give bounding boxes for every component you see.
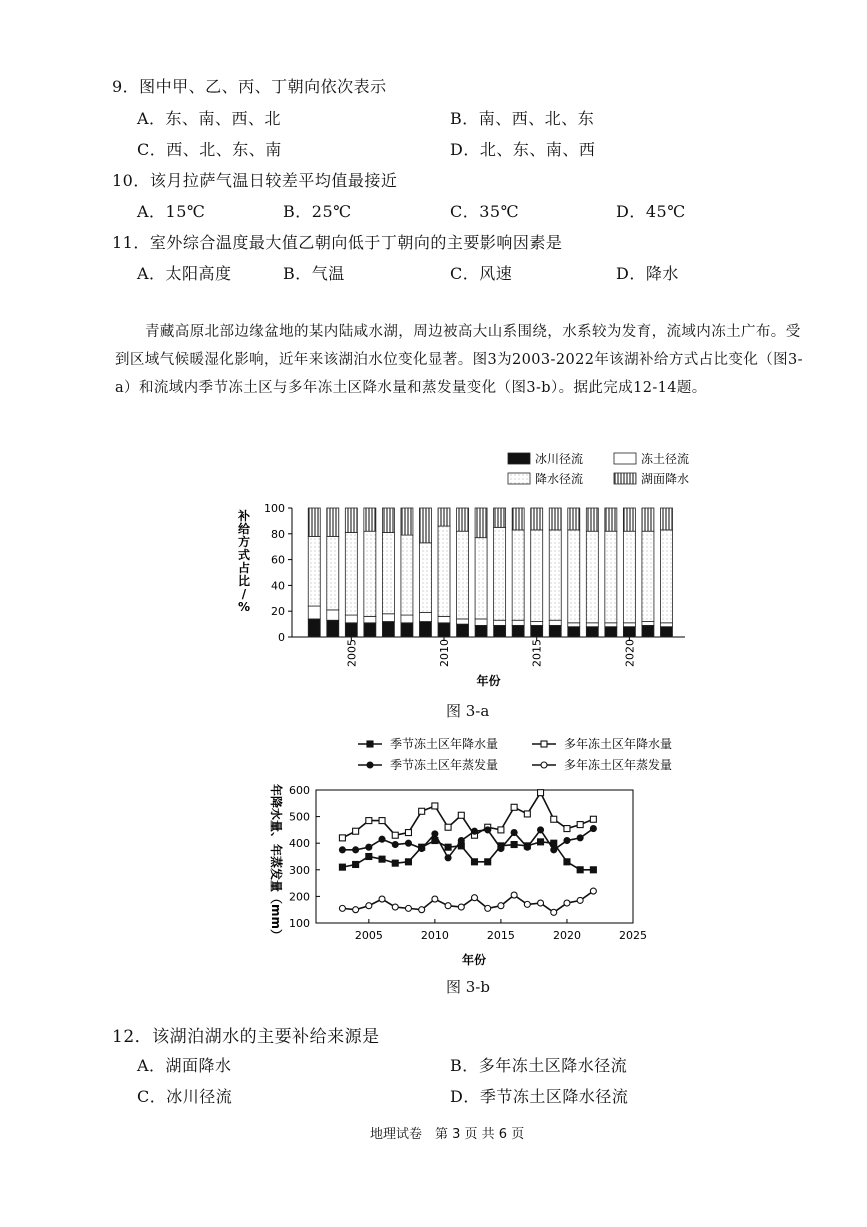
bar-segment-2010-1 [438,616,450,622]
x-tick-label: 2005 [354,929,383,942]
series-2-point-2007 [392,842,398,848]
figure-3a-chart [230,450,710,695]
series-0-point-2003 [339,864,345,870]
question-10-stem: 10．该月拉萨气温日较差平均值最接近 [112,171,398,190]
bar-segment-2017-0 [568,627,580,637]
bar-segment-2020-1 [623,623,635,627]
legend-label-1: 冻土径流 [641,452,690,466]
bar-segment-2013-1 [494,620,506,625]
series-1-point-2012 [458,812,464,818]
bar-segment-2016-2 [549,530,561,620]
series-3-point-2004 [353,907,359,913]
series-3-point-2015 [498,903,504,909]
bar-segment-2019-1 [605,623,617,627]
question-12-option-b: B．多年冻土区降水径流 [450,1056,628,1075]
series-2-point-2022 [590,826,596,832]
series-0-point-2018 [538,839,544,845]
bar-segment-2009-1 [419,612,431,621]
series-1-point-2006 [379,818,385,824]
series-0-point-2005 [366,854,372,860]
question-12-stem: 12．该湖泊湖水的主要补给来源是 [112,1027,380,1047]
bar-segment-2021-1 [642,622,654,626]
series-2-point-2011 [445,855,451,861]
x-axis-label: 年份 [461,953,487,967]
series-0-point-2006 [379,856,385,862]
series-2-point-2005 [366,844,372,850]
bar-segment-2005-1 [345,615,357,623]
bar-segment-2018-2 [586,531,598,623]
series-2-point-2018 [538,827,544,833]
series-2-point-2009 [419,846,425,852]
bar-segment-2005-2 [345,533,357,616]
bar-segment-2017-2 [568,530,580,623]
bar-segment-2011-2 [457,531,469,619]
series-3-point-2022 [590,888,596,894]
bar-segment-2006-1 [364,616,376,622]
series-0-point-2020 [564,859,570,865]
bar-segment-2011-0 [457,624,469,637]
bar-segment-2022-2 [660,530,672,623]
question-10-option-b: B．25℃ [283,202,352,221]
series-3-point-2019 [551,909,557,915]
y-axis-label-char: 补 [237,509,251,523]
x-tick-label: 2010 [438,639,452,667]
bar-segment-2006-0 [364,623,376,637]
bar-segment-2013-0 [494,625,506,637]
series-0-point-2008 [405,859,411,865]
series-3-point-2008 [405,905,411,911]
series-3-point-2013 [472,895,478,901]
legend-swatch-2 [508,473,530,484]
series-2-point-2008 [405,840,411,846]
series-0-point-2022 [590,867,596,873]
bar-segment-2021-0 [642,625,654,637]
question-11-option-b: B．气温 [283,264,345,283]
y-axis-label: 年降水量、年蒸发量（mm） [269,783,283,942]
legend-swatch-0 [508,453,530,464]
bar-segment-2010-2 [438,526,450,616]
series-0-point-2007 [392,860,398,866]
legend-label-0: 冰川径流 [535,452,584,466]
question-12-option-c: C．冰川径流 [137,1087,233,1106]
bar-segment-2003-1 [308,606,320,619]
bar-segment-2003-2 [308,536,320,606]
bar-segment-2003-0 [308,619,320,637]
bar-segment-2011-1 [457,619,469,624]
series-2-point-2013 [472,828,478,834]
page-footer: 地理试卷 第 3 页 共 6 页 [370,1127,525,1142]
legend-label-1: 多年冻土区年降水量 [564,737,673,751]
series-1-point-2017 [524,811,530,817]
bar-segment-2009-3 [419,508,431,543]
bar-segment-2008-1 [401,615,413,623]
bar-segment-2015-0 [531,625,543,637]
bar-segment-2014-3 [512,508,524,530]
legend-label-3: 多年冻土区年蒸发量 [564,758,673,772]
question-9-stem: 9．图中甲、乙、丙、丁朝向依次表示 [112,77,387,96]
legend-swatch-1 [614,453,636,464]
bar-segment-2013-3 [494,508,506,527]
question-12-option-d: D．季节冻土区降水径流 [450,1087,629,1106]
series-1-point-2010 [432,803,438,809]
bar-segment-2007-1 [382,614,394,622]
bar-segment-2006-3 [364,508,376,531]
series-1-point-2015 [498,827,504,833]
x-tick-label: 2005 [345,639,359,667]
question-9-option-a: A．东、南、西、北 [137,109,282,128]
question-10-option-d: D．45℃ [616,202,686,221]
bar-segment-2004-2 [327,536,339,610]
series-0-point-2013 [472,859,478,865]
bar-segment-2019-3 [605,508,617,531]
legend-marker-2 [367,762,373,768]
series-1-point-2004 [353,828,359,834]
y-tick-label: 500 [289,810,310,824]
y-tick-label: 300 [289,863,310,877]
series-3-point-2016 [511,892,517,898]
series-1-point-2020 [564,826,570,832]
bar-segment-2004-0 [327,620,339,637]
series-2-point-2003 [339,847,345,853]
series-1-point-2019 [551,816,557,822]
bar-segment-2010-0 [438,623,450,637]
y-tick-label: 600 [289,784,310,797]
y-tick-label: 400 [289,837,310,851]
series-2-point-2004 [353,847,359,853]
bar-segment-2020-0 [623,627,635,637]
bar-segment-2019-0 [605,627,617,637]
bar-segment-2022-0 [660,627,672,637]
bar-segment-2008-2 [401,535,413,615]
bar-segment-2014-1 [512,620,524,625]
question-9-option-c: C．西、北、东、南 [137,140,282,159]
y-axis-label-char: 占 [237,561,251,575]
bar-segment-2022-3 [660,508,672,530]
series-1-point-2018 [538,790,544,796]
question-11-option-d: D．降水 [616,264,679,283]
bar-segment-2014-0 [512,625,524,637]
question-11-option-c: C．风速 [450,264,513,283]
question-10-option-a: A．15℃ [137,202,206,221]
bar-segment-2018-3 [586,508,598,531]
series-3-point-2014 [485,905,491,911]
y-tick-label: 100 [289,917,310,930]
y-axis-label-char: / [241,587,247,601]
y-tick-label: 100 [264,502,285,515]
y-tick-label: 0 [278,631,285,644]
bar-segment-2006-2 [364,531,376,616]
bar-segment-2008-3 [401,508,413,535]
series-2-point-2012 [458,838,464,844]
x-tick-label: 2015 [486,929,515,942]
bar-segment-2008-0 [401,623,413,637]
bar-segment-2015-2 [531,530,543,622]
bar-segment-2016-1 [549,620,561,625]
bar-segment-2020-3 [623,508,635,531]
series-line-1 [342,793,593,838]
x-tick-label: 2020 [623,639,637,667]
series-3-point-2007 [392,904,398,910]
series-3-point-2017 [524,901,530,907]
series-3-point-2009 [419,907,425,913]
bar-segment-2022-1 [660,623,672,627]
x-tick-label: 2010 [420,929,449,942]
series-3-point-2005 [366,903,372,909]
plot-frame [316,790,633,923]
bar-segment-2009-2 [419,543,431,613]
reading-passage: 青藏高原北部边缘盆地的某内陆咸水湖，周边被高大山系围绕，水系较为发育，流域内冻土广布。受到区域气候暖湿化影响，近年来该湖泊水位变化显著。图3为2003-2022年该湖补给方式占比变化（图3-a）和流域内季节冻土区与多年冻土区降水量和蒸发量变化（图3-b）。据此完成12-14题。 [115,324,803,396]
legend-label-3: 湖面降水 [641,472,690,486]
y-axis-label-char: 式 [237,548,251,562]
figure-3b-chart [230,732,710,972]
bar-segment-2012-1 [475,619,487,625]
bar-segment-2012-0 [475,625,487,637]
bar-segment-2016-3 [549,508,561,530]
x-axis-label: 年份 [476,674,501,688]
series-0-point-2016 [511,842,517,848]
series-2-point-2017 [524,844,530,850]
y-axis-label-char: 给 [237,522,251,536]
bar-segment-2019-2 [605,531,617,623]
bar-segment-2009-0 [419,622,431,637]
series-3-point-2021 [577,897,583,903]
series-0-point-2021 [577,867,583,873]
bar-segment-2012-3 [475,508,487,538]
series-2-point-2021 [577,835,583,841]
question-10-option-c: C．35℃ [450,202,520,221]
question-9-option-d: D．北、东、南、西 [450,140,596,159]
y-axis-label-char: 比 [237,574,251,588]
x-tick-label: 2025 [619,929,647,942]
bar-segment-2010-3 [438,508,450,526]
series-0-point-2011 [445,844,451,850]
bar-segment-2007-3 [382,508,394,533]
x-tick-label: 2015 [530,639,544,667]
bar-segment-2015-3 [531,508,543,530]
series-0-point-2014 [485,859,491,865]
legend-swatch-3 [614,473,636,484]
question-11-option-a: A．太阳高度 [137,264,232,283]
series-3-point-2006 [379,896,385,902]
series-1-point-2003 [339,835,345,841]
series-1-point-2022 [590,816,596,822]
series-2-point-2019 [551,847,557,853]
series-1-point-2005 [366,818,372,824]
bar-segment-2005-0 [345,623,357,637]
series-2-point-2010 [432,831,438,837]
series-2-point-2006 [379,836,385,842]
legend-marker-3 [541,762,547,768]
legend-label-0: 季节冻土区年降水量 [390,737,499,751]
legend-label-2: 降水径流 [535,472,584,486]
bar-segment-2012-2 [475,538,487,619]
series-3-point-2012 [458,904,464,910]
question-12-option-a: A．湖面降水 [137,1056,232,1075]
series-3-point-2020 [564,900,570,906]
y-tick-label: 200 [289,890,310,904]
y-tick-label: 40 [271,579,285,593]
bar-segment-2007-0 [382,622,394,637]
bar-segment-2007-2 [382,533,394,614]
question-11-stem: 11．室外综合温度最大值乙朝向低于丁朝向的主要影响因素是 [112,233,563,252]
series-2-point-2015 [498,846,504,852]
y-axis-label-char: 方 [237,535,251,549]
series-2-point-2020 [564,838,570,844]
legend-marker-1 [541,741,547,747]
series-2-point-2014 [485,827,491,833]
y-axis-label-char: % [237,600,251,614]
series-1-point-2011 [445,824,451,830]
bar-segment-2015-1 [531,622,543,626]
bar-segment-2017-3 [568,508,580,530]
y-tick-label: 60 [271,553,285,567]
bar-segment-2005-3 [345,508,357,533]
bar-segment-2018-1 [586,623,598,627]
series-1-point-2009 [419,808,425,814]
series-1-point-2016 [511,804,517,810]
series-1-point-2008 [405,830,411,836]
y-tick-label: 80 [271,527,285,541]
figure-3a-caption: 图 3-a [446,702,490,720]
series-3-point-2018 [538,900,544,906]
y-tick-label: 20 [271,605,285,619]
series-3-point-2011 [445,903,451,909]
legend-label-2: 季节冻土区年蒸发量 [390,758,499,772]
bar-segment-2018-0 [586,627,598,637]
series-2-point-2016 [511,830,517,836]
bar-segment-2011-3 [457,508,469,531]
series-1-point-2007 [392,832,398,838]
series-3-point-2003 [339,905,345,911]
figure-3b-caption: 图 3-b [446,978,490,996]
bar-segment-2021-3 [642,508,654,531]
x-tick-label: 2020 [552,929,581,942]
question-9-option-b: B．南、西、北、东 [450,109,595,128]
bar-segment-2020-2 [623,531,635,623]
series-1-point-2021 [577,822,583,828]
bar-segment-2021-2 [642,531,654,621]
bar-segment-2017-1 [568,623,580,627]
bar-segment-2003-3 [308,508,320,536]
bar-segment-2004-3 [327,508,339,536]
bar-segment-2004-1 [327,610,339,620]
bar-segment-2016-0 [549,625,561,637]
series-0-point-2004 [353,861,359,867]
bar-segment-2013-2 [494,527,506,620]
series-3-point-2010 [432,896,438,902]
legend-marker-0 [367,741,373,747]
bar-segment-2014-2 [512,530,524,620]
